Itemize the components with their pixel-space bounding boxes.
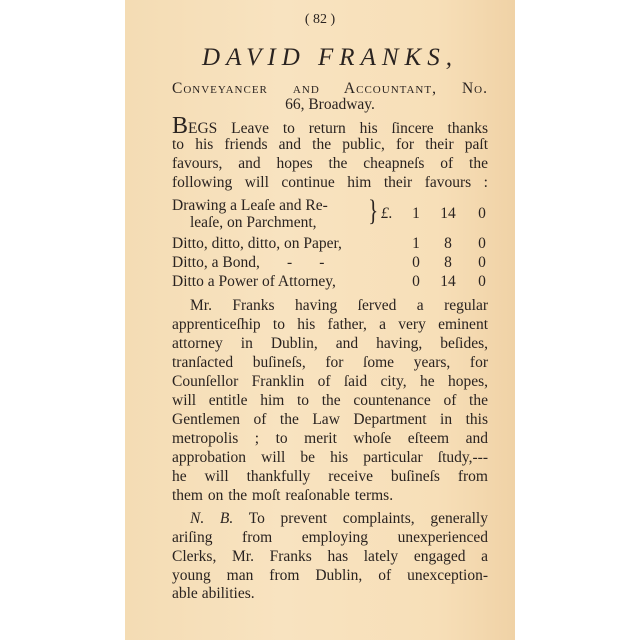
- nb-line: Clerks, Mr. Franks has lately engaged a: [172, 548, 488, 565]
- para2-line: will entitle him to the countenance of the: [172, 392, 488, 409]
- para2-line: Mr. Franks having ſerved a regular: [190, 297, 488, 314]
- nb-label: N. B.: [190, 510, 234, 527]
- page-number: ( 82 ): [304, 12, 336, 27]
- intro-line: following will continue him their favours :: [172, 174, 488, 191]
- para2-line: he will thankfully receive buſineſs from: [172, 468, 488, 485]
- nb-first-line: N. B. To prevent complaints, generally: [190, 510, 488, 527]
- nb-line: ariſing from employing unexperienced: [172, 529, 488, 546]
- intro-line: favours, and hopes the cheapneſs of the: [172, 155, 488, 172]
- currency-symbol: £.: [381, 205, 393, 222]
- brace-icon: }: [368, 194, 379, 227]
- intro-line: to his friends and the public, for their paſt: [172, 136, 488, 153]
- para2-line: approbation will be his particular ſtudy,---: [172, 449, 488, 466]
- para2-line: them on the moſt reaſonable terms.: [172, 487, 394, 504]
- heading-title: DAVID FRANKS,: [202, 44, 458, 71]
- subtitle-line-1: Conveyancer and Accountant, No.: [172, 80, 488, 97]
- para2-line: Gentlemen of the Law Department in this: [172, 411, 488, 428]
- para2-line: Counſellor Franklin of ſaid city, he hopes,: [172, 373, 488, 390]
- subtitle-line-2: 66, Broadway.: [285, 96, 375, 113]
- para2-line: metropolis ; to merit whoſe eſteem and: [172, 430, 488, 447]
- para2-line: tranſacted buſineſs, for ſome years, for: [172, 354, 488, 371]
- para2-line: apprenticeſhip to his father, a very eminent: [172, 316, 488, 333]
- intro-first-line: BEGS Leave to return his ſincere thanks: [172, 113, 488, 139]
- nb-line: able abilities.: [172, 585, 255, 602]
- drop-cap: B: [172, 113, 189, 139]
- para2-line: attorney in Dublin, and having, beſides,: [172, 335, 488, 352]
- nb-line: young man from Dublin, of unexception-: [172, 567, 488, 584]
